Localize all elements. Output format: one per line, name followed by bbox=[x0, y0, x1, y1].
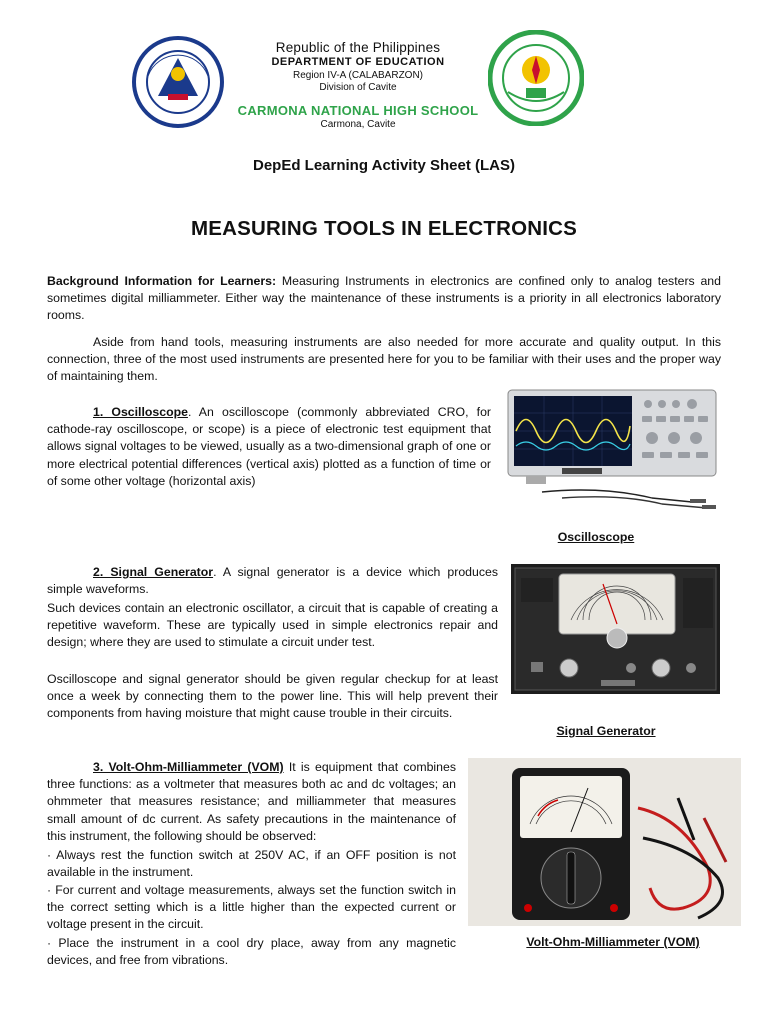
background-paragraph bbox=[47, 273, 721, 325]
background-text: Measuring Instruments in electronics are confined only to analog testers and sometimes digital milliammeter. Either way the maintenance of these instruments is a priority in all electronics laboratory rooms. bbox=[47, 274, 721, 323]
school-name: CARMONA NATIONAL HIGH SCHOOL bbox=[237, 103, 479, 118]
signal-generator-paragraph-2: Such devices contain an electronic oscillator, a circuit that is capable of creating a repetitive waveform. These are typically used in simple electronics repair and design; where they are used to stimulate a circuit under test. bbox=[47, 601, 498, 650]
oscilloscope-image bbox=[502, 386, 720, 518]
vom-bullet-1: · Always rest the function switch at 250V AC, if an OFF position is not available in the instrument. bbox=[47, 848, 456, 880]
department-line: DEPARTMENT OF EDUCATION bbox=[271, 56, 445, 68]
signal-generator-heading: 2. Signal Generator bbox=[93, 565, 214, 579]
vom-paragraph bbox=[47, 759, 456, 845]
vom-caption: Volt-Ohm-Milliammeter (VOM) bbox=[526, 935, 700, 949]
signal-generator-text: . A signal generator is a device which produces simple waveforms. bbox=[47, 565, 498, 597]
vom-image bbox=[468, 758, 741, 926]
division-line: Division of Cavite bbox=[319, 82, 397, 93]
school-town: Carmona, Cavite bbox=[320, 119, 396, 130]
sheet-label: DepEd Learning Activity Sheet (LAS) bbox=[253, 157, 515, 174]
vom-heading: 3. Volt-Ohm-Milliammeter (VOM) bbox=[93, 760, 284, 774]
republic-line: Republic of the Philippines bbox=[275, 40, 441, 55]
intro-paragraph: Aside from hand tools, measuring instruments are also needed for more accurate and quality output. In this connection, three of the most used instruments are presented here for you to be familiar with their uses and the proper way of maintaining them. bbox=[47, 335, 721, 384]
vom-bullet-3: · Place the instrument in a cool dry place, away from any magnetic devices, and free from vibrations. bbox=[47, 936, 456, 968]
signal-generator-paragraph-1 bbox=[47, 564, 498, 598]
oscilloscope-paragraph bbox=[47, 404, 491, 490]
page-title: MEASURING TOOLS IN ELECTRONICS bbox=[190, 217, 578, 240]
vom-text: It is equipment that combines three functions: as a voltmeter that measures both ac and dc voltages; an ohmmeter that measures resistance; and milliammeter that measures small amount of dc current. As safety precautions in the maintenance of this instrument, the following should be observed: bbox=[47, 760, 456, 843]
vom-bullet-2: · For current and voltage measurements, always set the function switch in the correct setting which is a little higher than the expected current or voltage present in the circuit. bbox=[47, 883, 456, 932]
oscilloscope-caption: Oscilloscope bbox=[557, 530, 635, 544]
oscilloscope-text: . An oscilloscope (commonly abbreviated CRO, for cathode-ray oscilloscope, or scope) is a piece of electronic test equipment that allows signal voltages to be viewed, usually as a two-dimensional graph of one or more electrical potential differences (vertical axis) plotted as a function of time or of some other voltage (horizontal axis) bbox=[47, 405, 491, 488]
signal-generator-image bbox=[511, 564, 720, 694]
signal-generator-caption: Signal Generator bbox=[556, 724, 656, 738]
signal-generator-paragraph-3: Oscilloscope and signal generator should be given regular checkup for at least once a week by connecting them to the power line. This will help prevent their components from having moisture that might cause trouble in their circuits. bbox=[47, 672, 498, 721]
oscilloscope-heading: 1. Oscilloscope bbox=[93, 405, 188, 419]
region-line: Region IV-A (CALABARZON) bbox=[292, 70, 424, 81]
school-seal-icon bbox=[488, 30, 584, 126]
background-lead: Background Information for Learners: bbox=[47, 274, 277, 288]
